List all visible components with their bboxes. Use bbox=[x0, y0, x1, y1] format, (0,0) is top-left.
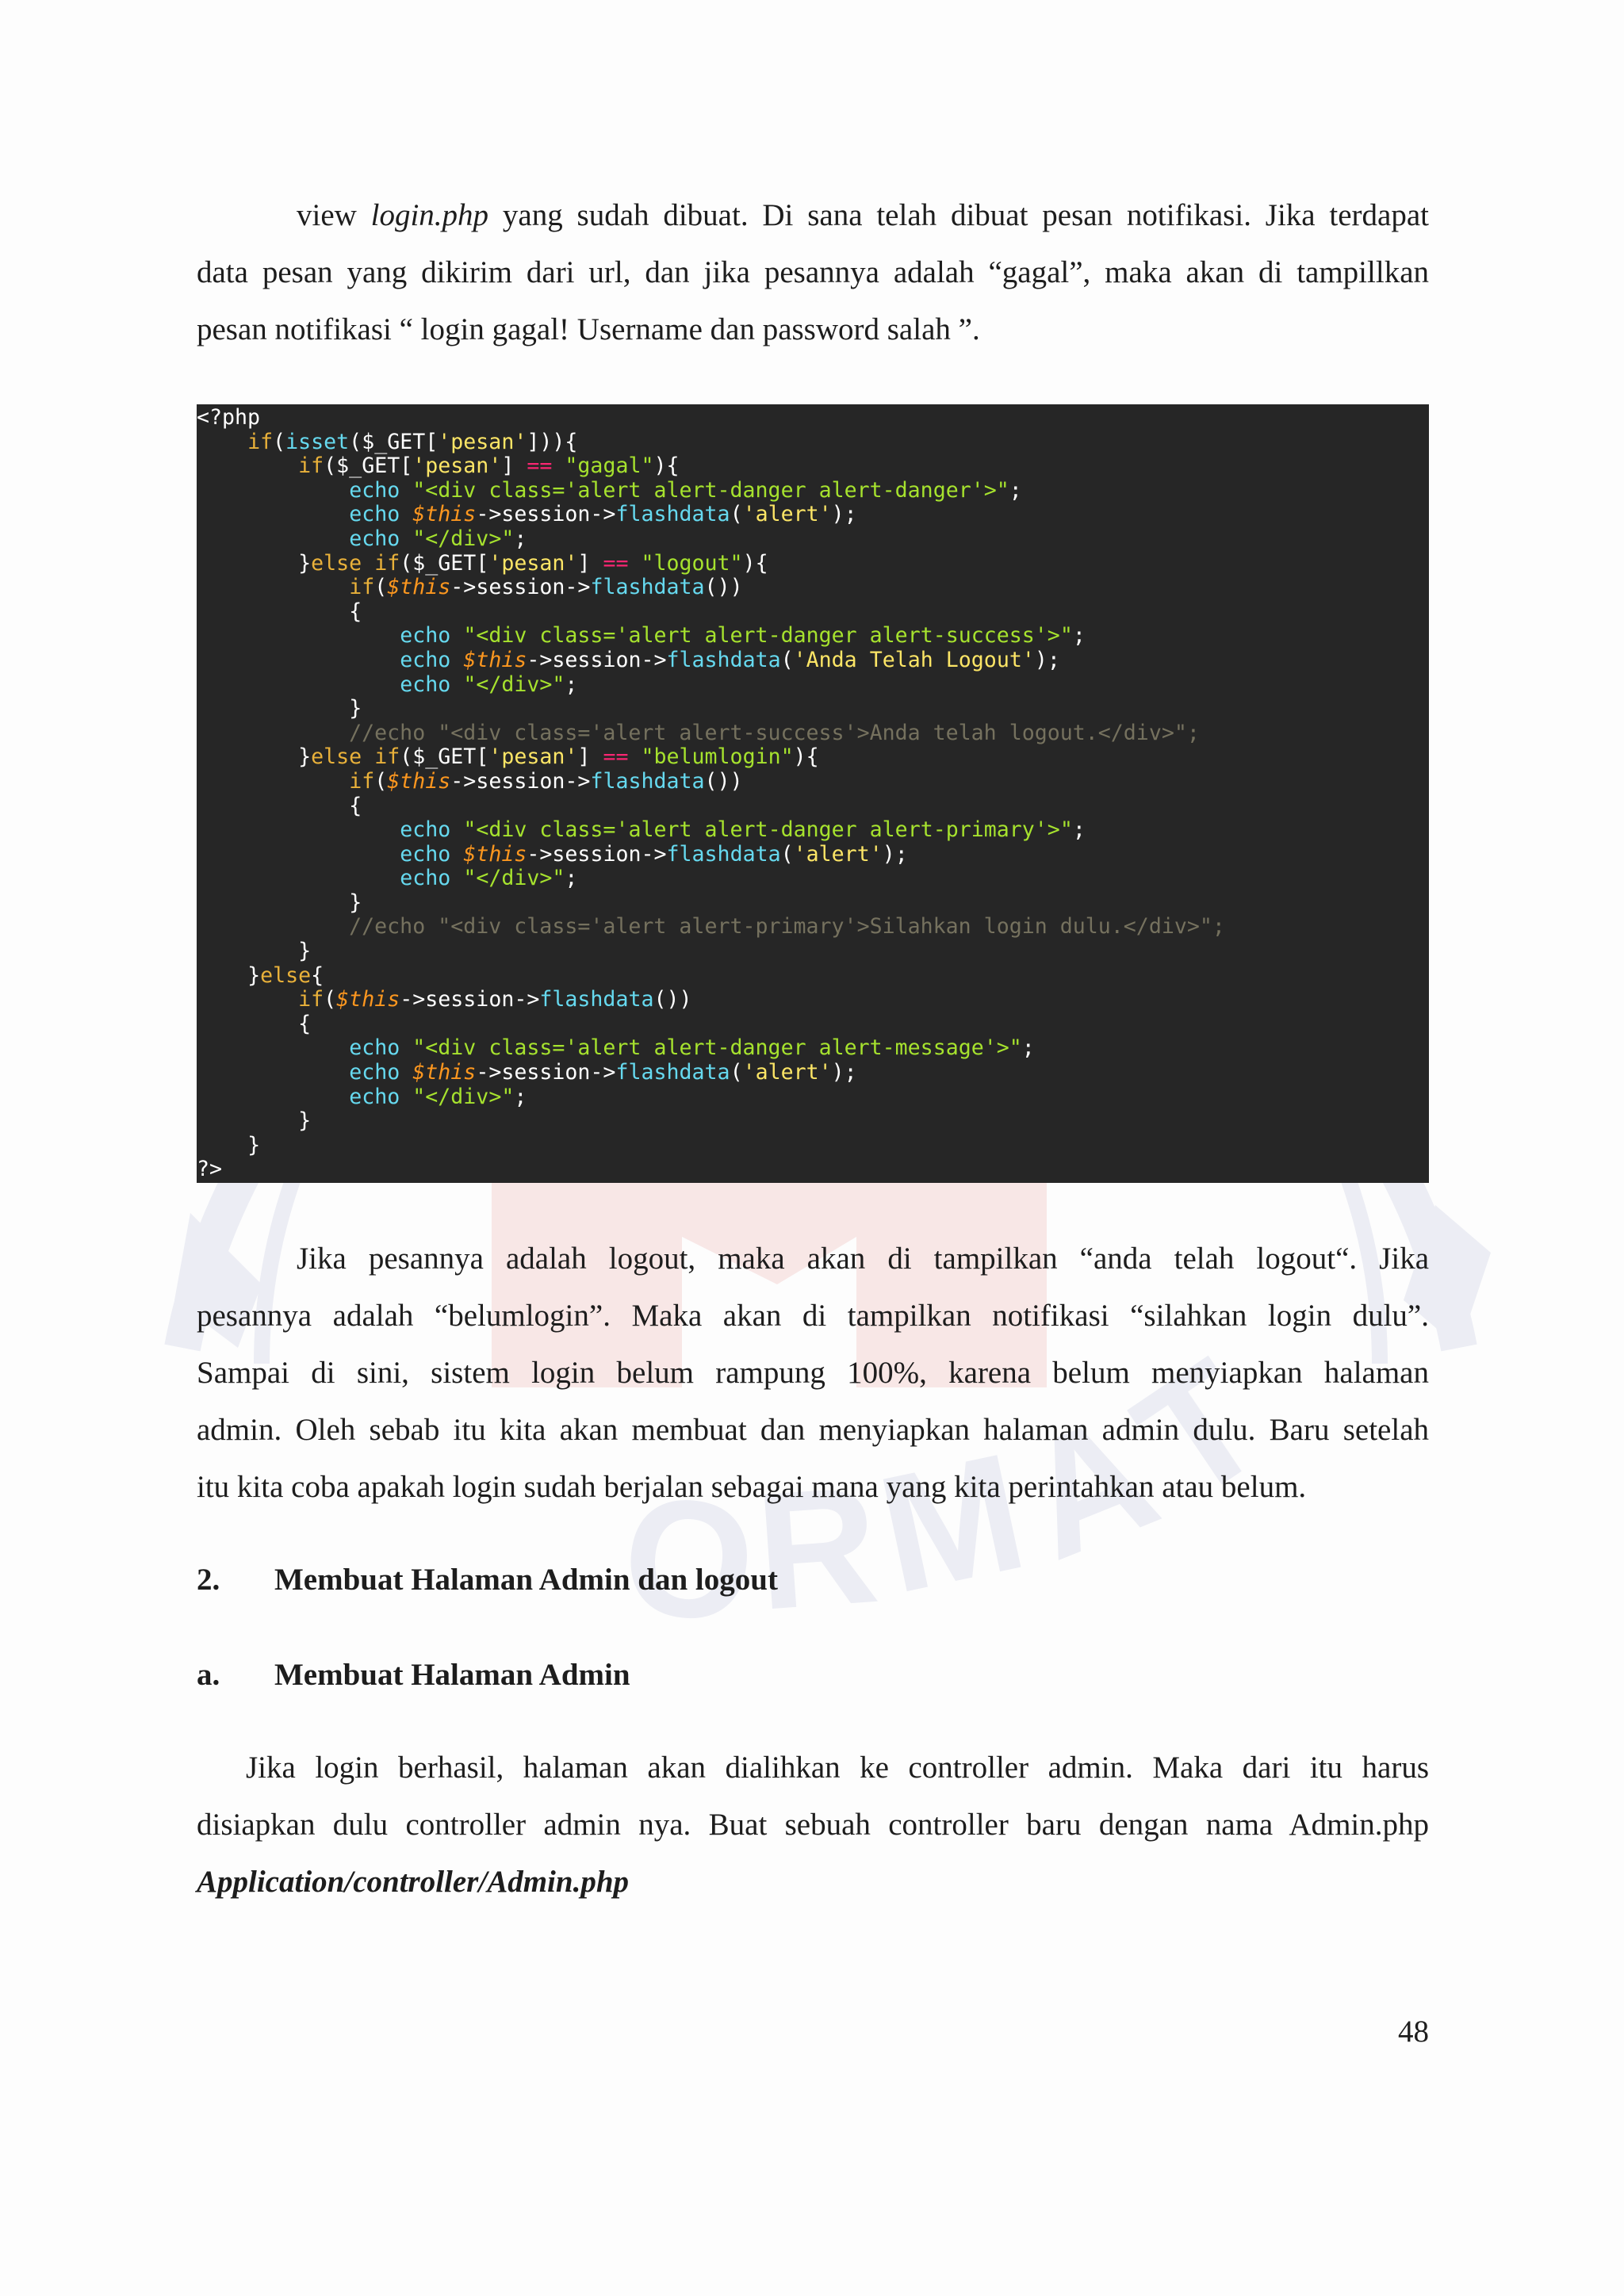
code-line: } bbox=[349, 890, 362, 915]
code-line: echo "</div>"; bbox=[400, 866, 578, 891]
paragraph-line: pesan notifikasi “ login gagal! Username dan password salah ”. bbox=[197, 312, 980, 346]
subsection-number: a. bbox=[197, 1658, 220, 1692]
code-line: }else if($_GET['pesan'] == "belumlogin"){ bbox=[298, 744, 819, 770]
code-line: echo $this->session->flashdata('alert'); bbox=[349, 1060, 857, 1085]
code-line: { bbox=[349, 599, 362, 624]
paragraph-line: admin. Oleh sebab itu kita akan membuat dan menyiapkan halaman admin dulu. Baru setelah bbox=[197, 1413, 1429, 1447]
code-line: }else{ bbox=[247, 962, 324, 988]
code-line: if($this->session->flashdata()) bbox=[349, 768, 743, 794]
code-line: if($this->session->flashdata()) bbox=[298, 987, 692, 1012]
paragraph-line: Sampai di sini, sistem login belum rampung 100%, karena belum menyiapkan halaman bbox=[197, 1356, 1429, 1390]
code-line: //echo "<div class='alert alert-primary'>Silahkan login dulu.</div>"; bbox=[349, 914, 1225, 939]
code-line: echo "</div>"; bbox=[400, 672, 578, 697]
code-line: echo "<div class='alert alert-danger alert-message'>"; bbox=[349, 1035, 1035, 1061]
code-line: } bbox=[298, 939, 312, 964]
code-line: echo $this->session->flashdata('Anda Telah Logout'); bbox=[400, 647, 1060, 672]
code-screenshot bbox=[197, 404, 1429, 1183]
code-line: //echo "<div class='alert alert-success'>Anda telah logout.</div>"; bbox=[349, 720, 1200, 745]
svg-text:R: R bbox=[750, 1450, 884, 1645]
svg-text:T: T bbox=[1105, 1324, 1294, 1536]
code-line: echo "</div>"; bbox=[349, 1084, 527, 1109]
code-line: if(isset($_GET['pesan'])){ bbox=[247, 429, 578, 454]
code-line: ?> bbox=[197, 1157, 223, 1182]
file-name: login.php bbox=[370, 198, 489, 232]
section-number: 2. bbox=[197, 1563, 220, 1597]
code-line: <?php bbox=[197, 405, 261, 430]
page-number: 48 bbox=[1398, 2015, 1429, 2049]
section-heading bbox=[197, 1561, 778, 1599]
code-line: }else if($_GET['pesan'] == "logout"){ bbox=[298, 550, 768, 576]
code-line: echo "</div>"; bbox=[349, 526, 527, 551]
paragraph-admin bbox=[197, 1739, 1429, 1911]
code-line: } bbox=[349, 696, 362, 721]
code-line: { bbox=[349, 793, 362, 818]
code-line: if($_GET['pesan'] == "gagal"){ bbox=[298, 453, 680, 479]
code-line: echo "<div class='alert alert-danger alert-danger'>"; bbox=[349, 477, 1022, 503]
paragraph-line: data pesan yang dikirim dari url, dan jika pesannya adalah “gagal”, maka akan di tampillkan bbox=[197, 255, 1429, 289]
paragraph-line: Jika login berhasil, halaman akan dialihkan ke controller admin. Maka dari itu harus bbox=[246, 1751, 1429, 1785]
code-line: } bbox=[247, 1132, 261, 1158]
code-line: if($this->session->flashdata()) bbox=[349, 575, 743, 600]
code-line: echo $this->session->flashdata('alert'); bbox=[349, 502, 857, 527]
svg-text:M: M bbox=[864, 1417, 1040, 1629]
watermark-letters: O bbox=[615, 1460, 764, 1659]
code-line: { bbox=[298, 1011, 312, 1036]
code-line: echo "<div class='alert alert-danger alert-primary'>"; bbox=[400, 817, 1086, 843]
paragraph-intro bbox=[197, 187, 1429, 358]
subsection-title: Membuat Halaman Admin bbox=[274, 1658, 630, 1692]
subsection-heading bbox=[197, 1656, 630, 1694]
paragraph-line: disiapkan dulu controller admin nya. Buat sebuah controller baru dengan nama Admin.php bbox=[197, 1808, 1429, 1842]
file-path: Application/controller/Admin.php bbox=[197, 1865, 630, 1899]
code-line: } bbox=[298, 1108, 312, 1134]
paragraph-line: Jika pesannya adalah logout, maka akan di tampilkan “anda telah logout“. Jika bbox=[297, 1242, 1429, 1276]
code-line: echo "<div class='alert alert-danger alert-success'>"; bbox=[400, 623, 1086, 649]
svg-text:A: A bbox=[998, 1377, 1180, 1595]
paragraph-line: pesannya adalah “belumlogin”. Maka akan di tampilkan notifikasi “silahkan login dulu”. bbox=[197, 1299, 1429, 1333]
paragraph-line: itu kita coba apakah login sudah berjalan sebagai mana yang kita perintahkan atau belum. bbox=[197, 1470, 1307, 1504]
paragraph-explanation bbox=[197, 1230, 1429, 1516]
paragraph-line: view login.php yang sudah dibuat. Di sana telah dibuat pesan notifikasi. Jika terdapat bbox=[297, 198, 1430, 232]
section-title: Membuat Halaman Admin dan logout bbox=[274, 1563, 778, 1597]
code-line: echo $this->session->flashdata('alert'); bbox=[400, 841, 908, 867]
